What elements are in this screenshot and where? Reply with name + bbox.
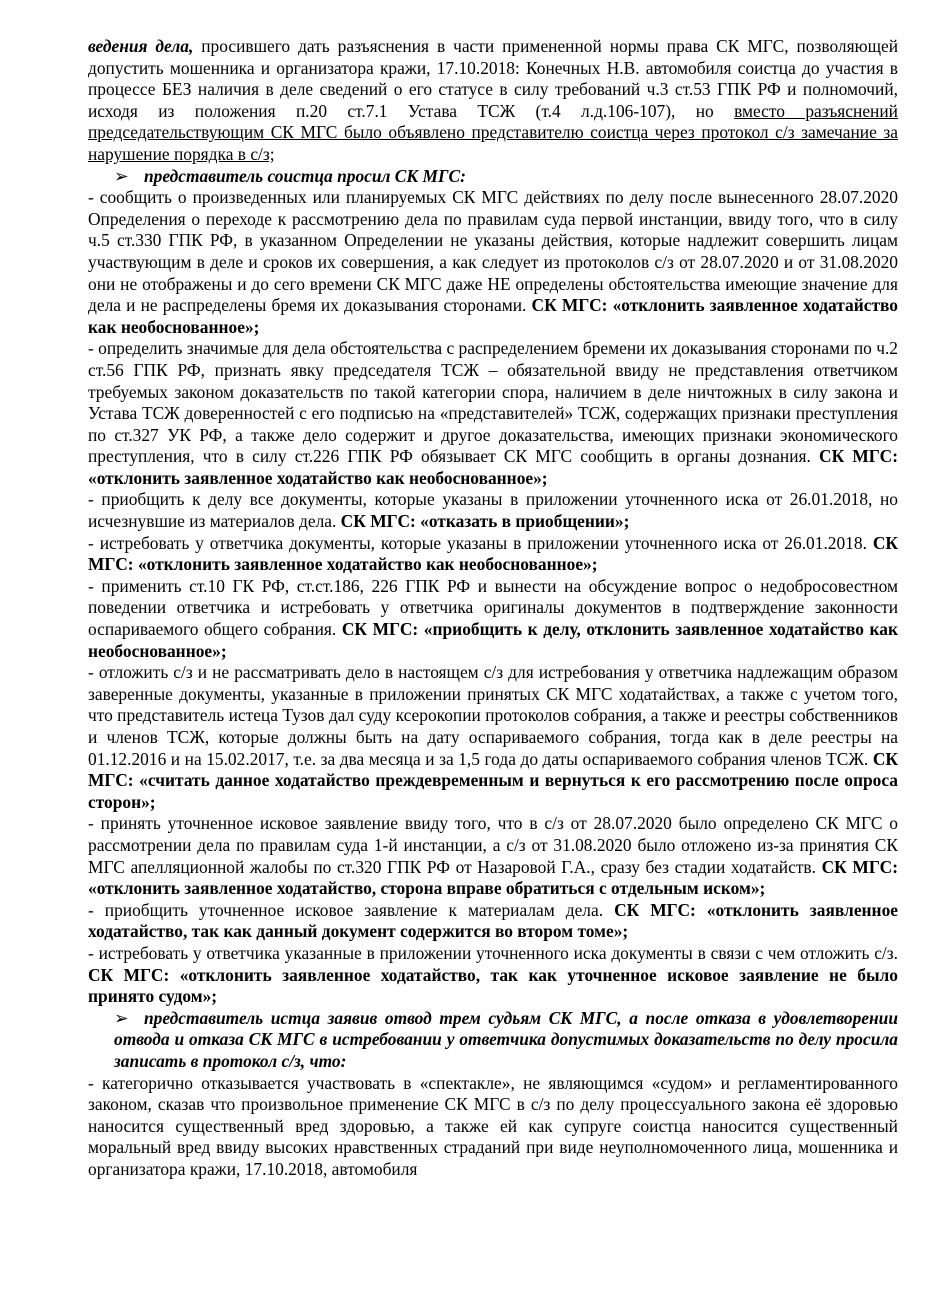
arrow-bullet-icon: ➢ — [114, 165, 129, 186]
text-run: - применить ст.10 ГК РФ, ст.ст.186, 226 ГПК РФ и вынести на обсуждение вопрос о недобросовестном поведении ответчика и истребовать у ответчика оригиналы документов в подтверждение законности оспариваемого общего собрания. — [88, 575, 898, 640]
arrow-bullet-icon: ➢ — [114, 1007, 129, 1028]
arrow-heading-paragraph — [88, 166, 898, 188]
text-run: - истребовать у ответчика документы, которые указаны в приложении уточненного иска от 26.01.2018. — [88, 532, 873, 553]
text-run: - приобщить уточненное исковое заявление к материалам дела. — [88, 899, 615, 920]
text-run: представитель истца заявив отвод трем судьям СК МГС, а после отказа в удовлетворении отвода и отказа СК МГС в истребовании у ответчика допустимых доказательств по делу просила записать в протокол с/з, что: — [114, 1007, 898, 1071]
text-run: СК МГС: «отклонить заявленное ходатайство как необоснованное»; — [88, 295, 898, 337]
text-run: СК МГС: «отклонить заявленное ходатайство как необоснованное»; — [88, 446, 898, 488]
text-run: вместо разъяснений председательствующим СК МГС было объявлено представителю соистца через протокол с/з замечание за нарушение порядка в с/з; — [88, 100, 898, 164]
body-paragraph — [88, 662, 898, 813]
body-paragraph — [88, 187, 898, 338]
body-paragraph — [88, 338, 898, 489]
body-paragraph — [88, 576, 898, 662]
text-run: - приобщить к делу все документы, которые указаны в приложении уточненного иска от 26.01.2018, но исчезнувшие из материалов дела. — [88, 489, 898, 532]
text-run: СК МГС: «отклонить заявленное ходатайство, так как уточненное исковое заявление не было принято судом»; — [88, 964, 898, 1007]
body-paragraph — [88, 1073, 898, 1181]
text-run: - категорично отказывается участвовать в «спектакле», не являющимся «судом» и регламентированного законом, сказав что произвольное применение СК МГС в с/з по делу процессуального закона её здоровью наносится существенный вред здоровью, а также ей как супруге соистца наносится существенный моральный вред ввиду высоких нравственных страданий при виде неуполномоченного лица, мошенника и организатора кражи, 17.10.2018, автомобиля — [88, 1072, 898, 1179]
text-run: просившего дать разъяснения в части примененной нормы права СК МГС, позволяющей допустить мошенника и организатора кражи, 17.10.2018: Конечных Н.В. автомобиля соистца до участия в процессе БЕЗ наличия в деле сведений о его статусе в силу требований ч.3 ст.53 ГПК РФ и полномочий, исходя из положения п.20 ст.7.1 Устава ТСЖ (т.4 л.д.106-107), но — [88, 36, 899, 121]
arrow-heading-paragraph — [88, 1008, 898, 1073]
text-run: СК МГС: «отклонить заявленное ходатайство, так как данный документ содержится во втором томе»; — [88, 899, 898, 942]
text-run: - сообщить о произведенных или планируемых СК МГС действиях по делу после вынесенного 28.07.2020 Определения о переходе к рассмотрению дела по правилам суда первой инстанции, ввиду того, что в силу ч.5 ст.330 ГПК РФ, в указанном Определении не указаны действия, которые надлежит совершить лицам участвующим в деле и сроков их совершения, а как следует из протоколов с/з от 28.07.2020 и от 31.08.2020 они не отображены и до сего времени СК МГС даже НЕ определены обстоятельства имеющие значение для дела и не распределены бремя их доказывания сторонами. — [88, 187, 898, 316]
text-run: - истребовать у ответчика указанные в приложении уточненного иска документы в связи с чем отложить с/з. — [88, 942, 898, 963]
text-run: - определить значимые для дела обстоятельства с распределением бремени их доказывания сторонами по ч.2 ст.56 ГПК РФ, признать явку председателя ТСЖ – обязательной ввиду не представления ответчиком требуемых законом доказательств по такой категории спора, наличием в деле ничтожных в силу закона и Устава ТСЖ доверенностей с его подписью на «представителей» ТСЖ, содержащих признаки преступления по ст.327 УК РФ, а также дело содержит и другое доказательства, имеющих признаки экономического преступления, что в силу ст.226 ГПК РФ обязывает СК МГС сообщить в органы дознания. — [88, 338, 898, 467]
body-paragraph — [88, 489, 898, 532]
text-run: СК МГС: «отклонить заявленное ходатайство как необоснованное»; — [88, 532, 898, 575]
text-run: представитель соистца просил СК МГС: — [144, 165, 466, 186]
text-run: СК МГС: «отклонить заявленное ходатайство, сторона вправе обратиться с отдельным иском»; — [88, 856, 899, 899]
text-run: - отложить с/з и не рассматривать дело в настоящем с/з для истребования у ответчика надлежащим образом заверенные документы, указанные в приложении принятых СК МГС ходатайствах, а также с учетом того, что представитель истеца Тузов дал суду ксерокопии протоколов собрания, а также и реестры собственников и членов ТСЖ, которые должны быть на дату оспариваемого собрания, тогда как в деле реестры на 01.12.2016 и на 15.02.2017, т.е. за два месяца и за 1,5 года до даты оспариваемого собрания членов ТСЖ. — [88, 662, 898, 769]
text-run: ведения дела, — [88, 36, 194, 56]
text-run: СК МГС: «отказать в приобщении»; — [340, 511, 630, 532]
text-run: СК МГС: «приобщить к делу, отклонить заявленное ходатайство как необоснованное»; — [88, 619, 899, 661]
text-run: СК МГС: «считать данное ходатайство преждевременным и вернуться к его рассмотрению после опроса сторон»; — [88, 748, 898, 812]
body-paragraph — [88, 943, 898, 1008]
body-paragraph — [88, 813, 898, 899]
body-paragraph — [88, 900, 898, 943]
body-paragraph — [88, 533, 898, 576]
text-run: - принять уточненное исковое заявление ввиду того, что в с/з от 28.07.2020 было определено СК МГС о рассмотрении дела по правилам суда 1-й инстанции, а с/з от 31.08.2020 было отложено из-за принятия СК МГС апелляционной жалобы по ст.320 ГПК РФ от Назаровой Г.А., сразу без стадии ходатайств. — [88, 813, 898, 877]
body-paragraph — [88, 36, 898, 166]
